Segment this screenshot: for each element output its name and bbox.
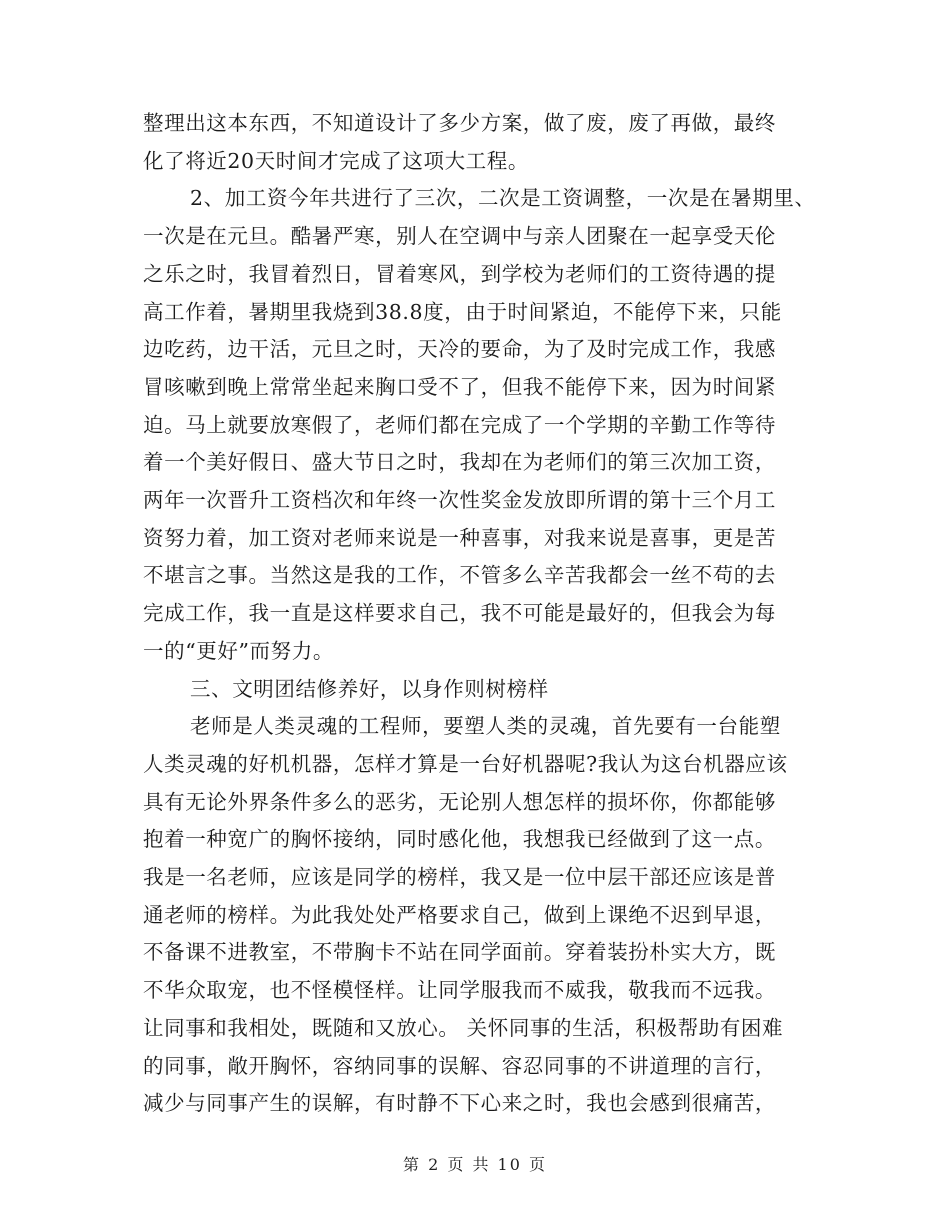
- text-line-3: 2、加工资今年共进行了三次，二次是工资调整，一次是在暑期里、: [190, 186, 816, 211]
- text-line-1: 整理出这本东西，不知道设计了多少方案，做了废，废了再做，最终: [143, 111, 776, 135]
- text-line-21: 我是一名老师，应该是同学的榜样，我又是一位中层干部还应该是普: [143, 865, 776, 889]
- text-line-22: 通老师的榜样。为此我处处严格要求自己，做到上课绝不迟到早退，: [143, 902, 776, 927]
- text-line-12: 资努力着，加工资对老师来说是一种喜事，对我来说是喜事，更是苦: [143, 525, 776, 550]
- text-line-5: 之乐之时，我冒着烈日，冒着寒风，到学校为老师们的工资待遇的提: [143, 261, 776, 286]
- text-line-7: 边吃药，边干活，元旦之时，天冷的要命，为了及时完成工作，我感: [143, 337, 776, 362]
- text-line-6: 高工作着，暑期里我烧到38.8度，由于时间紧迫，不能停下来，只能: [143, 299, 782, 324]
- text-line-14: 完成工作，我一直是这样要求自己，我不可能是最好的，但我会为每: [143, 601, 776, 626]
- text-line-19: 具有无论外界条件多么的恶劣，无论别人想怎样的损坏你，你都能够: [143, 789, 776, 814]
- text-line-8: 冒咳嗽到晚上常常坐起来胸口受不了，但我不能停下来，因为时间紧: [143, 374, 776, 399]
- section-heading: 三、文明团结修养好，以身作则树榜样: [190, 676, 549, 701]
- text-line-27: 减少与同事产生的误解，有时静不下心来之时，我也会感到很痛苦，: [143, 1091, 776, 1116]
- text-line-23: 不备课不进教室，不带胸卡不站在同学面前。穿着装扮朴实大方，既: [143, 940, 776, 965]
- text-line-26: 的同事，敞开胸怀，容纳同事的误解、容忍同事的不讲道理的言行，: [143, 1053, 776, 1078]
- text-line-25: 让同事和我相处，既随和又放心。 关怀同事的生活，积极帮助有困难: [143, 1015, 784, 1040]
- text-line-17: 老师是人类灵魂的工程师，要塑人类的灵魂，首先要有一台能塑: [190, 714, 781, 739]
- text-line-15: 一的“更好”而努力。: [143, 638, 334, 663]
- text-line-18: 人类灵魂的好机机器，怎样才算是一台好机器呢?我认为这台机器应该: [143, 751, 788, 776]
- text-line-20: 抱着一种宽广的胸怀接纳，同时感化他，我想我已经做到了这一点。: [143, 827, 776, 852]
- text-line-4: 一次是在元旦。酷暑严寒，别人在空调中与亲人团聚在一起享受天伦: [143, 224, 776, 249]
- text-line-13: 不堪言之事。当然这是我的工作，不管多么辛苦我都会一丝不苟的去: [143, 563, 776, 588]
- text-line-2: 化了将近20天时间才完成了这项大工程。: [143, 148, 529, 173]
- text-line-24: 不华众取宠，也不怪模怪样。让同学服我而不威我，敬我而不远我。: [143, 978, 776, 1003]
- page-footer: 第 2 页 共 10 页: [403, 1155, 547, 1174]
- text-line-9: 迫。马上就要放寒假了，老师们都在完成了一个学期的辛勤工作等待: [143, 412, 776, 437]
- text-line-10: 着一个美好假日、盛大节日之时，我却在为老师们的第三次加工资，: [143, 450, 776, 475]
- text-line-11: 两年一次晋升工资档次和年终一次性奖金发放即所谓的第十三个月工: [143, 488, 776, 512]
